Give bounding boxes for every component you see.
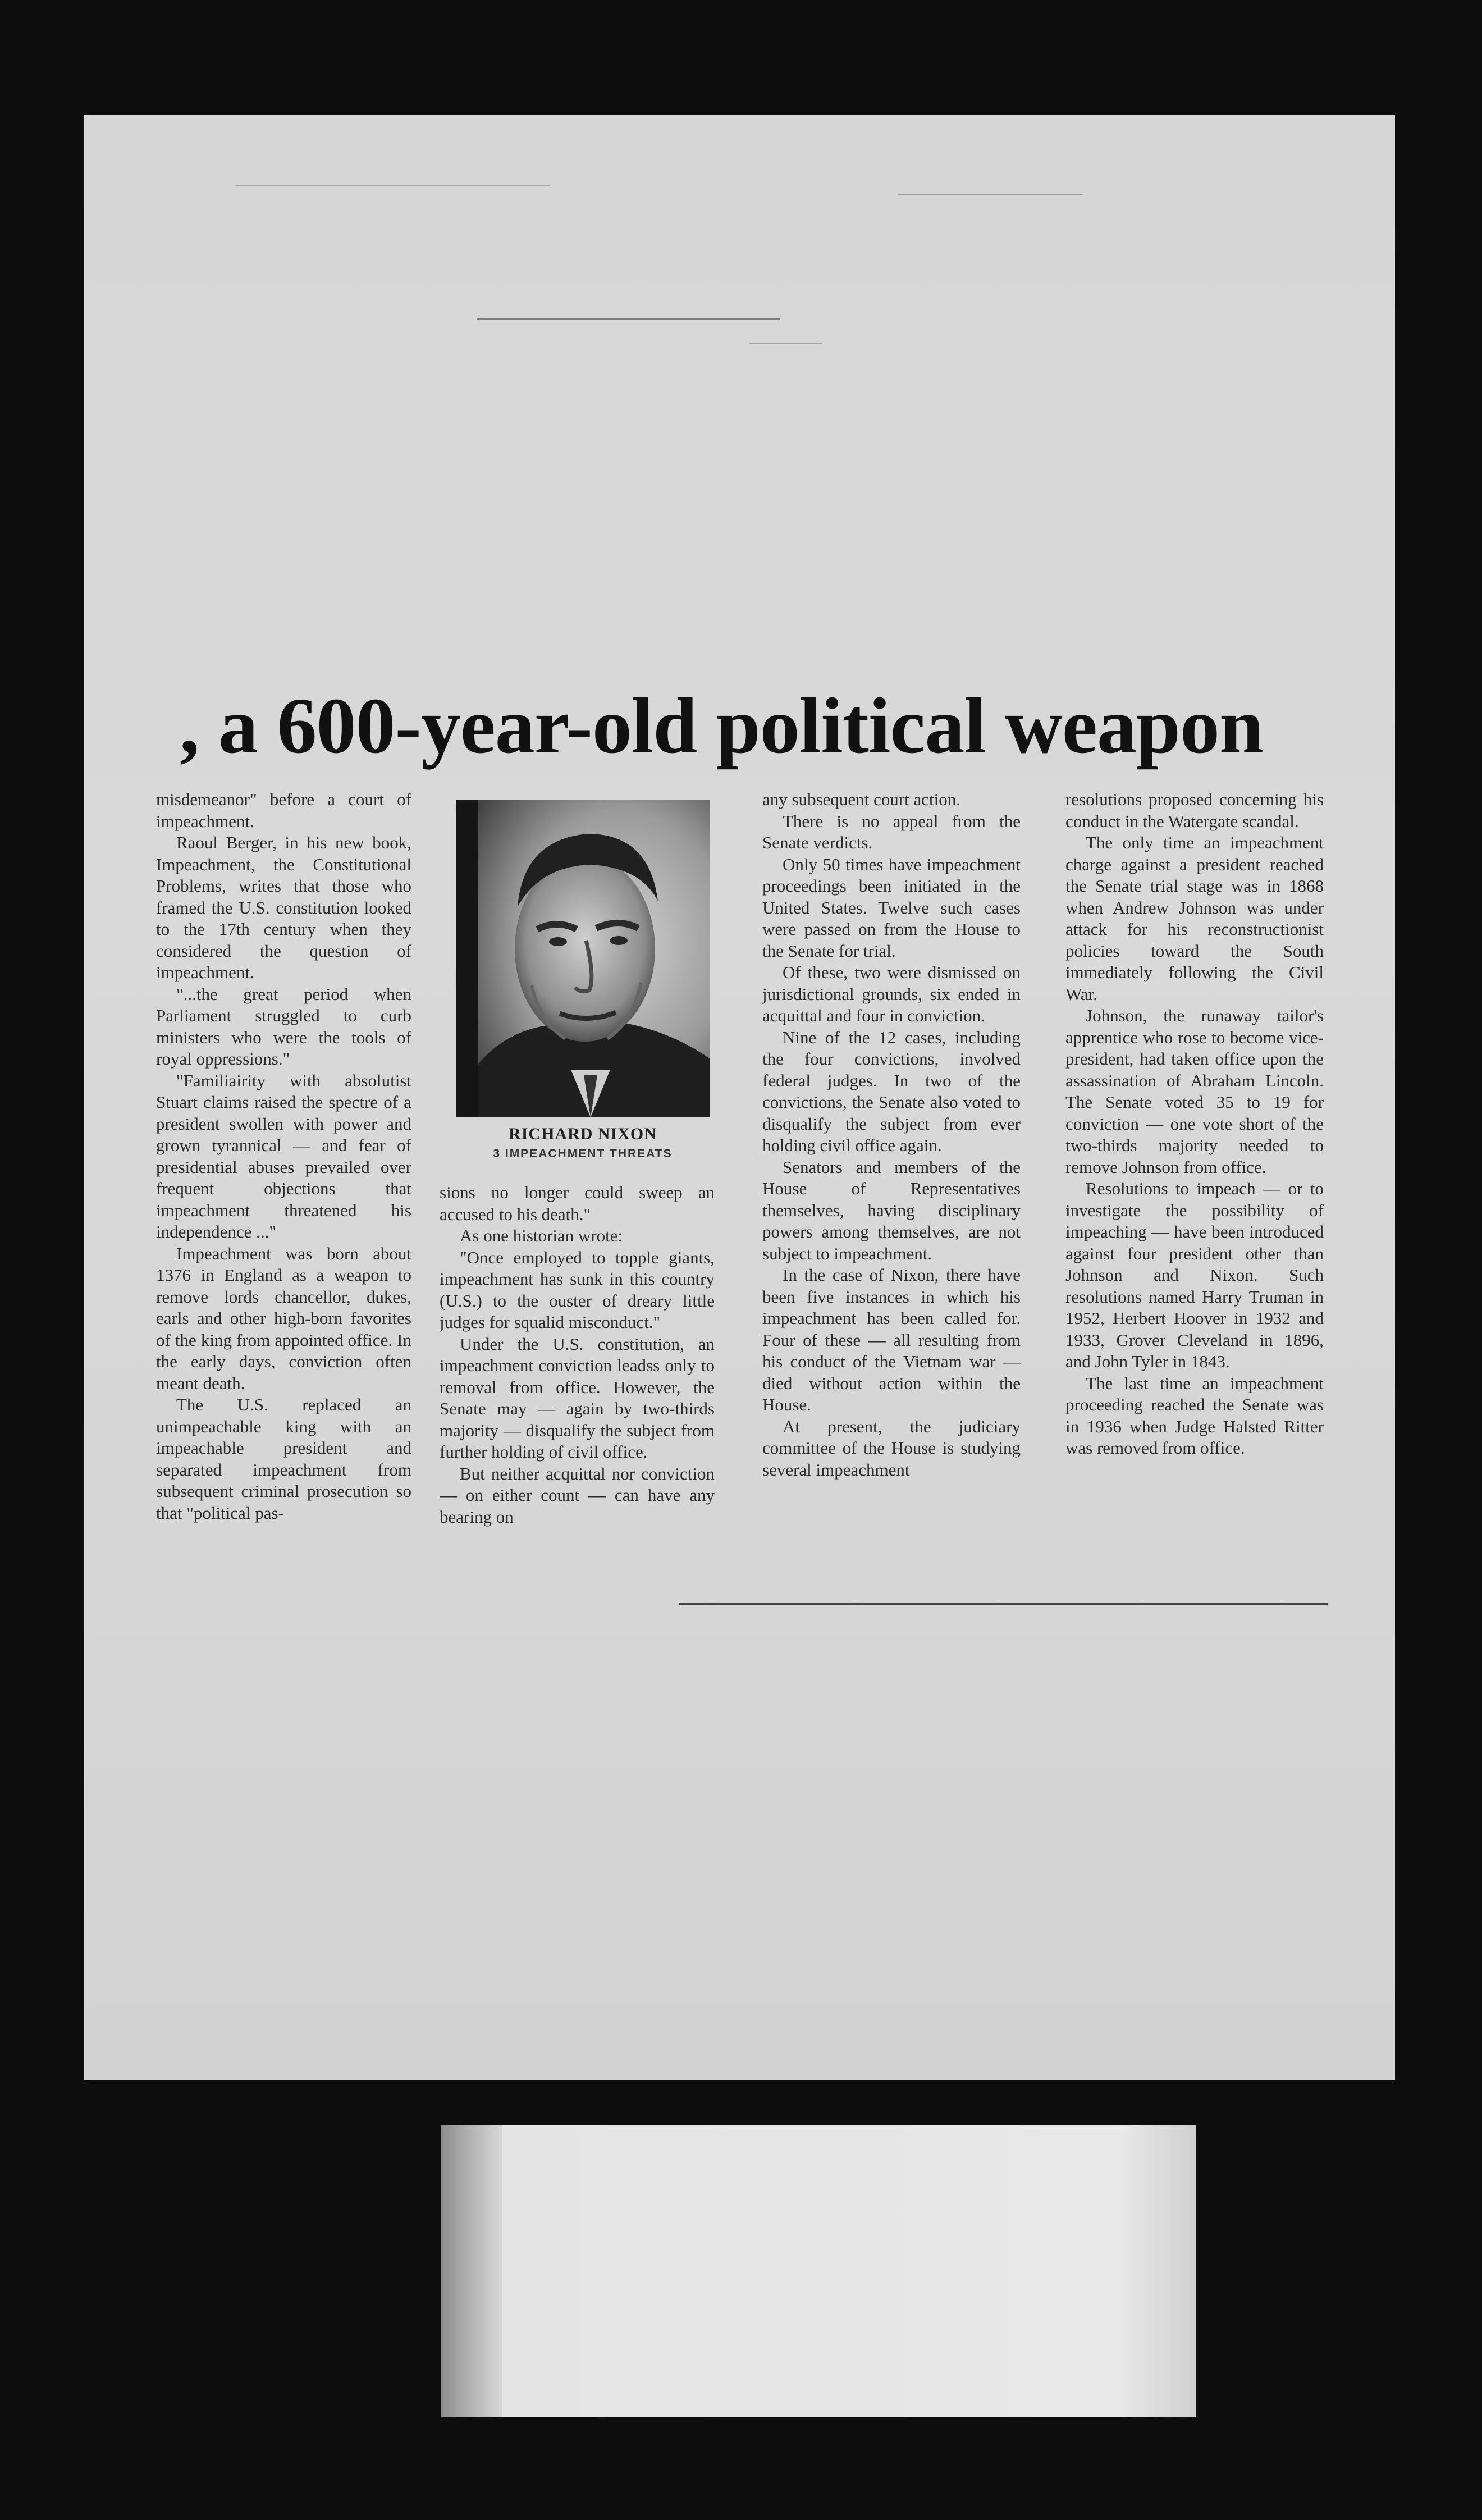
paragraph: As one historian wrote: xyxy=(460,1226,623,1245)
portrait-image xyxy=(456,800,710,1117)
article-column-1 xyxy=(156,789,411,1597)
article-headline: , a 600-year-old political weapon xyxy=(180,681,1263,770)
paragraph: There is no appeal from the Senate verdicts. xyxy=(762,811,1021,852)
paragraph: The last time an impeachment proceeding reached the Senate was in 1936 when Judge Halsted Ritter was removed from office. xyxy=(1065,1373,1324,1458)
scratch-mark xyxy=(236,185,550,186)
paragraph: In the case of Nixon, there have been five instances in which his impeachment has been called for. Four of these — all resulting from his conduct of the Vietnam war — died without action within the House. xyxy=(762,1265,1021,1414)
paragraph: Resolutions to impeach — or to investigate the possibility of impeaching — have been introduced against four president other than Johnson and Nixon. Such resolutions named Harry Truman in 1952, Herbert Hoover in 1932 and 1933, Grover Cleveland in 1896, and John Tyler in 1843. xyxy=(1065,1179,1324,1371)
paragraph: Raoul Berger, in his new book, Impeachment, the Constitutional Problems, writes that those who framed the U.S. constitution looked to the 17th century when they considered the question of impeachment. xyxy=(156,833,411,982)
paragraph: The U.S. replaced an unimpeachable king with an impeachable president and separated impeachment from subsequent criminal prosecution so that "political pas- xyxy=(156,1395,411,1523)
scratch-mark xyxy=(749,343,822,344)
photo-caption-subtitle: 3 IMPEACHMENT THREATS xyxy=(493,1147,673,1160)
paragraph: Of these, two were dismissed on jurisdictional grounds, six ended in acquittal and four in conviction. xyxy=(762,962,1021,1025)
blank-paper-slip xyxy=(441,2125,1196,2417)
clipping-edge xyxy=(679,1603,1328,1605)
article-column-3 xyxy=(762,789,1021,1592)
article-column-4 xyxy=(1065,789,1324,1544)
paragraph: misdemeanor" before a court of impeachment. xyxy=(156,789,411,831)
paragraph: resolutions proposed concerning his conduct in the Watergate scandal. xyxy=(1065,789,1324,831)
paragraph: Under the U.S. constitution, an impeachment conviction leadss only to removal from office. However, the Senate may — again by two-thirds majority — disqualify the subject from further holding of civil office. xyxy=(440,1334,715,1462)
paragraph: sions no longer could sweep an accused to his death." xyxy=(440,1183,715,1224)
slip-shadow xyxy=(441,2125,502,2417)
paragraph: Only 50 times have impeachment proceedings been initiated in the United States. Twelve such cases were passed on from the House to the Senate for trial. xyxy=(762,854,1021,961)
paragraph: "Once employed to topple giants, impeachment has sunk in this country (U.S.) to the ouster of dreary little judges for squalid misconduct." xyxy=(440,1247,715,1332)
photo-caption-name: RICHARD NIXON xyxy=(509,1125,657,1143)
paragraph: "...the great period when Parliament struggled to curb ministers who were the tools of royal oppressions." xyxy=(156,984,411,1069)
paragraph: "Familiairity with absolutist Stuart claims raised the spectre of a president swollen with power and grown tyrannical — and fear of presidential abuses prevailed over frequent objections that impeachment threatened his independence ..." xyxy=(156,1070,411,1241)
paragraph: But neither acquittal nor conviction — on either count — can have any bearing on xyxy=(440,1463,715,1527)
paragraph: Johnson, the runaway tailor's apprentice who rose to become vice-president, had taken office upon the assassination of Abraham Lincoln. The Senate voted 35 to 19 for conviction — one vote short of the two-thirds majority needed to remove Johnson from office. xyxy=(1065,1006,1324,1177)
scratch-mark xyxy=(898,194,1083,195)
richard-nixon-photo xyxy=(456,800,710,1117)
paragraph: any subsequent court action. xyxy=(762,789,960,809)
paragraph: Impeachment was born about 1376 in England as a weapon to remove lords chancellor, dukes, earls and other high-born favorites of the king from appointed office. In the early days, conviction often meant death. xyxy=(156,1243,411,1393)
paragraph: At present, the judiciary committee of the House is studying several impeachment xyxy=(762,1416,1021,1480)
paragraph: The only time an impeachment charge against a president reached the Senate trial stage was in 1868 when Andrew Johnson was under attack for his reconstructionist policies toward the South immediately following the Civil War. xyxy=(1065,833,1324,1004)
paragraph: Nine of the 12 cases, including the four convictions, involved federal judges. In two of the convictions, the Senate also voted to disqualify the subject from ever holding civil office again. xyxy=(762,1027,1021,1155)
article-column-2 xyxy=(440,1182,715,1597)
paragraph: Senators and members of the House of Representatives themselves, having disciplinary powers among themselves, are not subject to impeachment. xyxy=(762,1157,1021,1263)
scratch-mark xyxy=(477,318,780,320)
